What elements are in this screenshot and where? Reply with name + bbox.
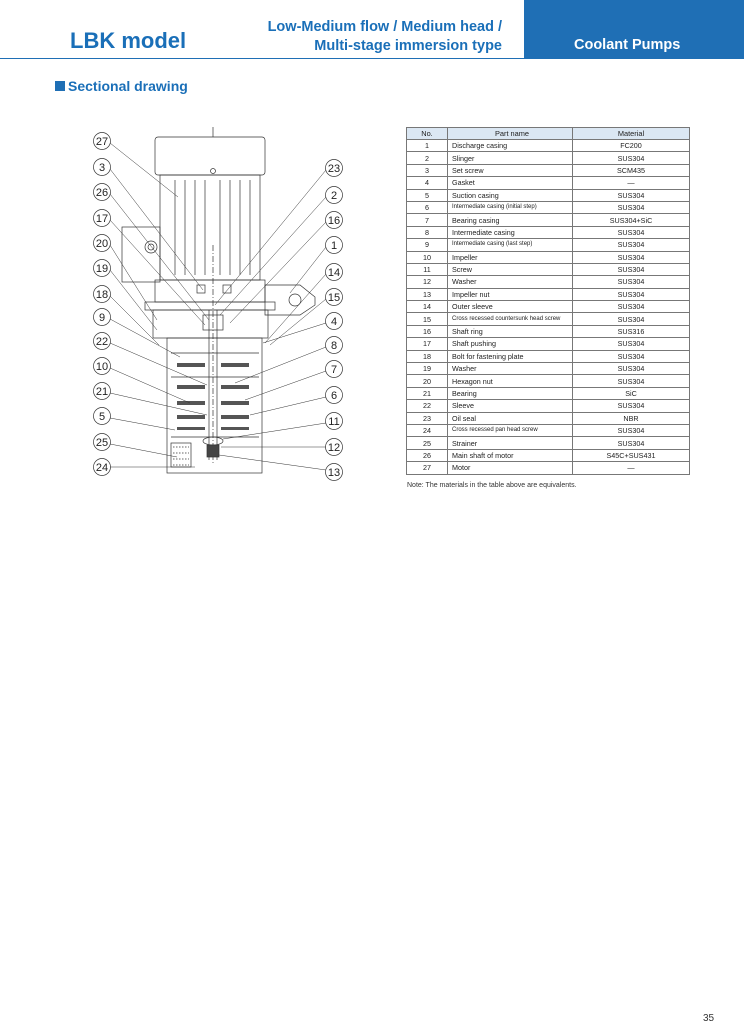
discharge-outlet <box>265 285 315 315</box>
svg-text:18: 18 <box>95 289 109 301</box>
cell-material: SUS304 <box>573 350 690 362</box>
svg-text:6: 6 <box>330 390 338 402</box>
table-row <box>407 363 690 375</box>
callout-13 <box>219 455 343 481</box>
table-row <box>407 313 690 325</box>
cell-no: 3 <box>407 164 448 176</box>
svg-text:11: 11 <box>328 416 340 428</box>
cell-material: SiC <box>573 387 690 399</box>
cell-no: 23 <box>407 412 448 424</box>
svg-text:13: 13 <box>327 467 341 479</box>
svg-text:2: 2 <box>330 190 338 202</box>
cell-part-name: Oil seal <box>448 412 573 424</box>
svg-text:9: 9 <box>98 312 106 324</box>
cell-material: SUS304 <box>573 288 690 300</box>
table-row <box>407 276 690 288</box>
section-heading <box>55 78 188 94</box>
cell-no: 18 <box>407 350 448 362</box>
svg-text:5: 5 <box>98 411 106 423</box>
table-row <box>407 251 690 263</box>
cell-part-name: Intermediate casing (initial step) <box>448 201 573 213</box>
cell-material: SUS304 <box>573 301 690 313</box>
cell-no: 19 <box>407 363 448 375</box>
cell-material: SUS304 <box>573 375 690 387</box>
cell-part-name: Main shaft of motor <box>448 449 573 461</box>
callout-5 <box>94 408 176 431</box>
section-heading-text: Sectional drawing <box>68 78 188 94</box>
cell-material: SUS304 <box>573 363 690 375</box>
cell-material: SUS304 <box>573 338 690 350</box>
cell-material: SUS304 <box>573 239 690 251</box>
table-row <box>407 350 690 362</box>
cell-no: 16 <box>407 325 448 337</box>
cell-part-name: Suction casing <box>448 189 573 201</box>
svg-text:10: 10 <box>95 361 109 373</box>
cell-part-name: Cross recessed countersunk head screw <box>448 313 573 325</box>
cell-part-name: Bolt for fastening plate <box>448 350 573 362</box>
cell-material: SUS304 <box>573 152 690 164</box>
cell-part-name: Outer sleeve <box>448 301 573 313</box>
cell-material: SUS304 <box>573 226 690 238</box>
callout-20 <box>94 235 158 321</box>
cell-no: 12 <box>407 276 448 288</box>
table-row <box>407 226 690 238</box>
svg-text:20: 20 <box>95 238 109 250</box>
parts-table-body <box>407 140 690 475</box>
cell-material: SUS304+SiC <box>573 214 690 226</box>
subtitle-line-1: Low-Medium flow / Medium head / <box>267 19 502 35</box>
cell-material: SUS304 <box>573 424 690 436</box>
parts-table <box>406 127 690 475</box>
svg-text:4: 4 <box>330 316 338 328</box>
subtitle-line-2: Multi-stage immersion type <box>314 38 502 54</box>
svg-text:8: 8 <box>330 340 338 352</box>
cell-material: — <box>573 177 690 189</box>
cell-part-name: Slinger <box>448 152 573 164</box>
header-material: Material <box>573 128 690 140</box>
cell-material: FC200 <box>573 140 690 152</box>
svg-text:25: 25 <box>95 437 109 449</box>
cell-part-name: Washer <box>448 363 573 375</box>
table-header-row <box>407 128 690 140</box>
table-row <box>407 164 690 176</box>
page-number: 35 <box>703 1013 715 1024</box>
callout-6 <box>250 387 343 416</box>
cell-no: 11 <box>407 263 448 275</box>
materials-note: Note: The materials in the table above are equivalents. <box>407 482 577 489</box>
sectional-drawing <box>85 125 360 485</box>
cell-no: 13 <box>407 288 448 300</box>
cell-material: SUS304 <box>573 276 690 288</box>
cell-no: 22 <box>407 400 448 412</box>
table-row <box>407 239 690 251</box>
cell-part-name: Intermediate casing (last step) <box>448 239 573 251</box>
table-row <box>407 288 690 300</box>
cell-material: NBR <box>573 412 690 424</box>
table-row <box>407 387 690 399</box>
header-divider <box>0 58 744 59</box>
svg-text:26: 26 <box>95 187 109 199</box>
table-row <box>407 412 690 424</box>
cell-part-name: Intermediate casing <box>448 226 573 238</box>
cell-part-name: Set screw <box>448 164 573 176</box>
svg-text:17: 17 <box>95 213 109 225</box>
cell-no: 24 <box>407 424 448 436</box>
cell-part-name: Shaft pushing <box>448 338 573 350</box>
cell-part-name: Sleeve <box>448 400 573 412</box>
table-row <box>407 263 690 275</box>
cell-material: SUS304 <box>573 251 690 263</box>
table-row <box>407 462 690 474</box>
page-header <box>0 0 744 62</box>
svg-text:16: 16 <box>327 215 341 227</box>
cell-material: SUS304 <box>573 201 690 213</box>
cell-part-name: Bearing casing <box>448 214 573 226</box>
header-no: No. <box>407 128 448 140</box>
cell-no: 9 <box>407 239 448 251</box>
cell-no: 6 <box>407 201 448 213</box>
table-row <box>407 400 690 412</box>
svg-text:23: 23 <box>327 163 341 175</box>
callout-25 <box>94 434 178 458</box>
cell-material: SUS304 <box>573 189 690 201</box>
callout-16 <box>230 212 343 324</box>
table-row <box>407 214 690 226</box>
callout-12 <box>221 439 343 456</box>
cell-no: 25 <box>407 437 448 449</box>
product-subtitle <box>268 18 502 56</box>
cell-no: 26 <box>407 449 448 461</box>
svg-text:21: 21 <box>95 386 109 398</box>
table-row <box>407 152 690 164</box>
cell-no: 4 <box>407 177 448 189</box>
cell-part-name: Shaft ring <box>448 325 573 337</box>
motor-top <box>155 137 265 175</box>
callout-2 <box>220 187 343 316</box>
cell-no: 8 <box>407 226 448 238</box>
table-row <box>407 424 690 436</box>
cell-part-name: Gasket <box>448 177 573 189</box>
cell-no: 27 <box>407 462 448 474</box>
svg-text:7: 7 <box>330 364 338 376</box>
cell-no: 2 <box>407 152 448 164</box>
table-row <box>407 375 690 387</box>
square-bullet-icon <box>55 81 65 91</box>
svg-text:14: 14 <box>327 267 341 279</box>
cell-part-name: Bearing <box>448 387 573 399</box>
callout-9 <box>94 309 181 358</box>
table-row <box>407 437 690 449</box>
svg-text:1: 1 <box>330 240 338 252</box>
svg-text:12: 12 <box>327 442 341 454</box>
cell-no: 21 <box>407 387 448 399</box>
cell-part-name: Impeller <box>448 251 573 263</box>
cell-material: SUS304 <box>573 313 690 325</box>
cell-no: 1 <box>407 140 448 152</box>
cell-part-name: Impeller nut <box>448 288 573 300</box>
cell-part-name: Strainer <box>448 437 573 449</box>
cell-no: 5 <box>407 189 448 201</box>
cell-part-name: Motor <box>448 462 573 474</box>
cell-material: SUS304 <box>573 437 690 449</box>
table-row <box>407 201 690 213</box>
cell-part-name: Hexagon nut <box>448 375 573 387</box>
cell-no: 10 <box>407 251 448 263</box>
cell-material: SUS304 <box>573 400 690 412</box>
table-row <box>407 325 690 337</box>
cell-part-name: Screw <box>448 263 573 275</box>
svg-text:19: 19 <box>95 263 109 275</box>
table-row <box>407 140 690 152</box>
svg-text:3: 3 <box>98 162 106 174</box>
cell-part-name: Cross recessed pan head screw <box>448 424 573 436</box>
svg-text:24: 24 <box>95 462 109 474</box>
cell-material: SUS316 <box>573 325 690 337</box>
cell-no: 20 <box>407 375 448 387</box>
cell-material: S45C+SUS431 <box>573 449 690 461</box>
table-row <box>407 301 690 313</box>
header-part-name: Part name <box>448 128 573 140</box>
cell-no: 7 <box>407 214 448 226</box>
cell-part-name: Washer <box>448 276 573 288</box>
callout-23 <box>215 160 343 306</box>
table-row <box>407 449 690 461</box>
table-row <box>407 189 690 201</box>
cell-part-name: Discharge casing <box>448 140 573 152</box>
cell-material: SUS304 <box>573 263 690 275</box>
table-row <box>407 338 690 350</box>
cell-no: 17 <box>407 338 448 350</box>
svg-text:15: 15 <box>327 292 341 304</box>
table-row <box>407 177 690 189</box>
model-title: LBK model <box>70 28 187 53</box>
cell-material: SCM435 <box>573 164 690 176</box>
callout-8 <box>235 337 343 384</box>
category-label: Coolant Pumps <box>574 37 681 53</box>
cell-material: — <box>573 462 690 474</box>
cell-no: 15 <box>407 313 448 325</box>
svg-text:22: 22 <box>95 336 109 348</box>
cell-no: 14 <box>407 301 448 313</box>
callout-26 <box>94 184 210 321</box>
svg-text:27: 27 <box>95 136 109 148</box>
